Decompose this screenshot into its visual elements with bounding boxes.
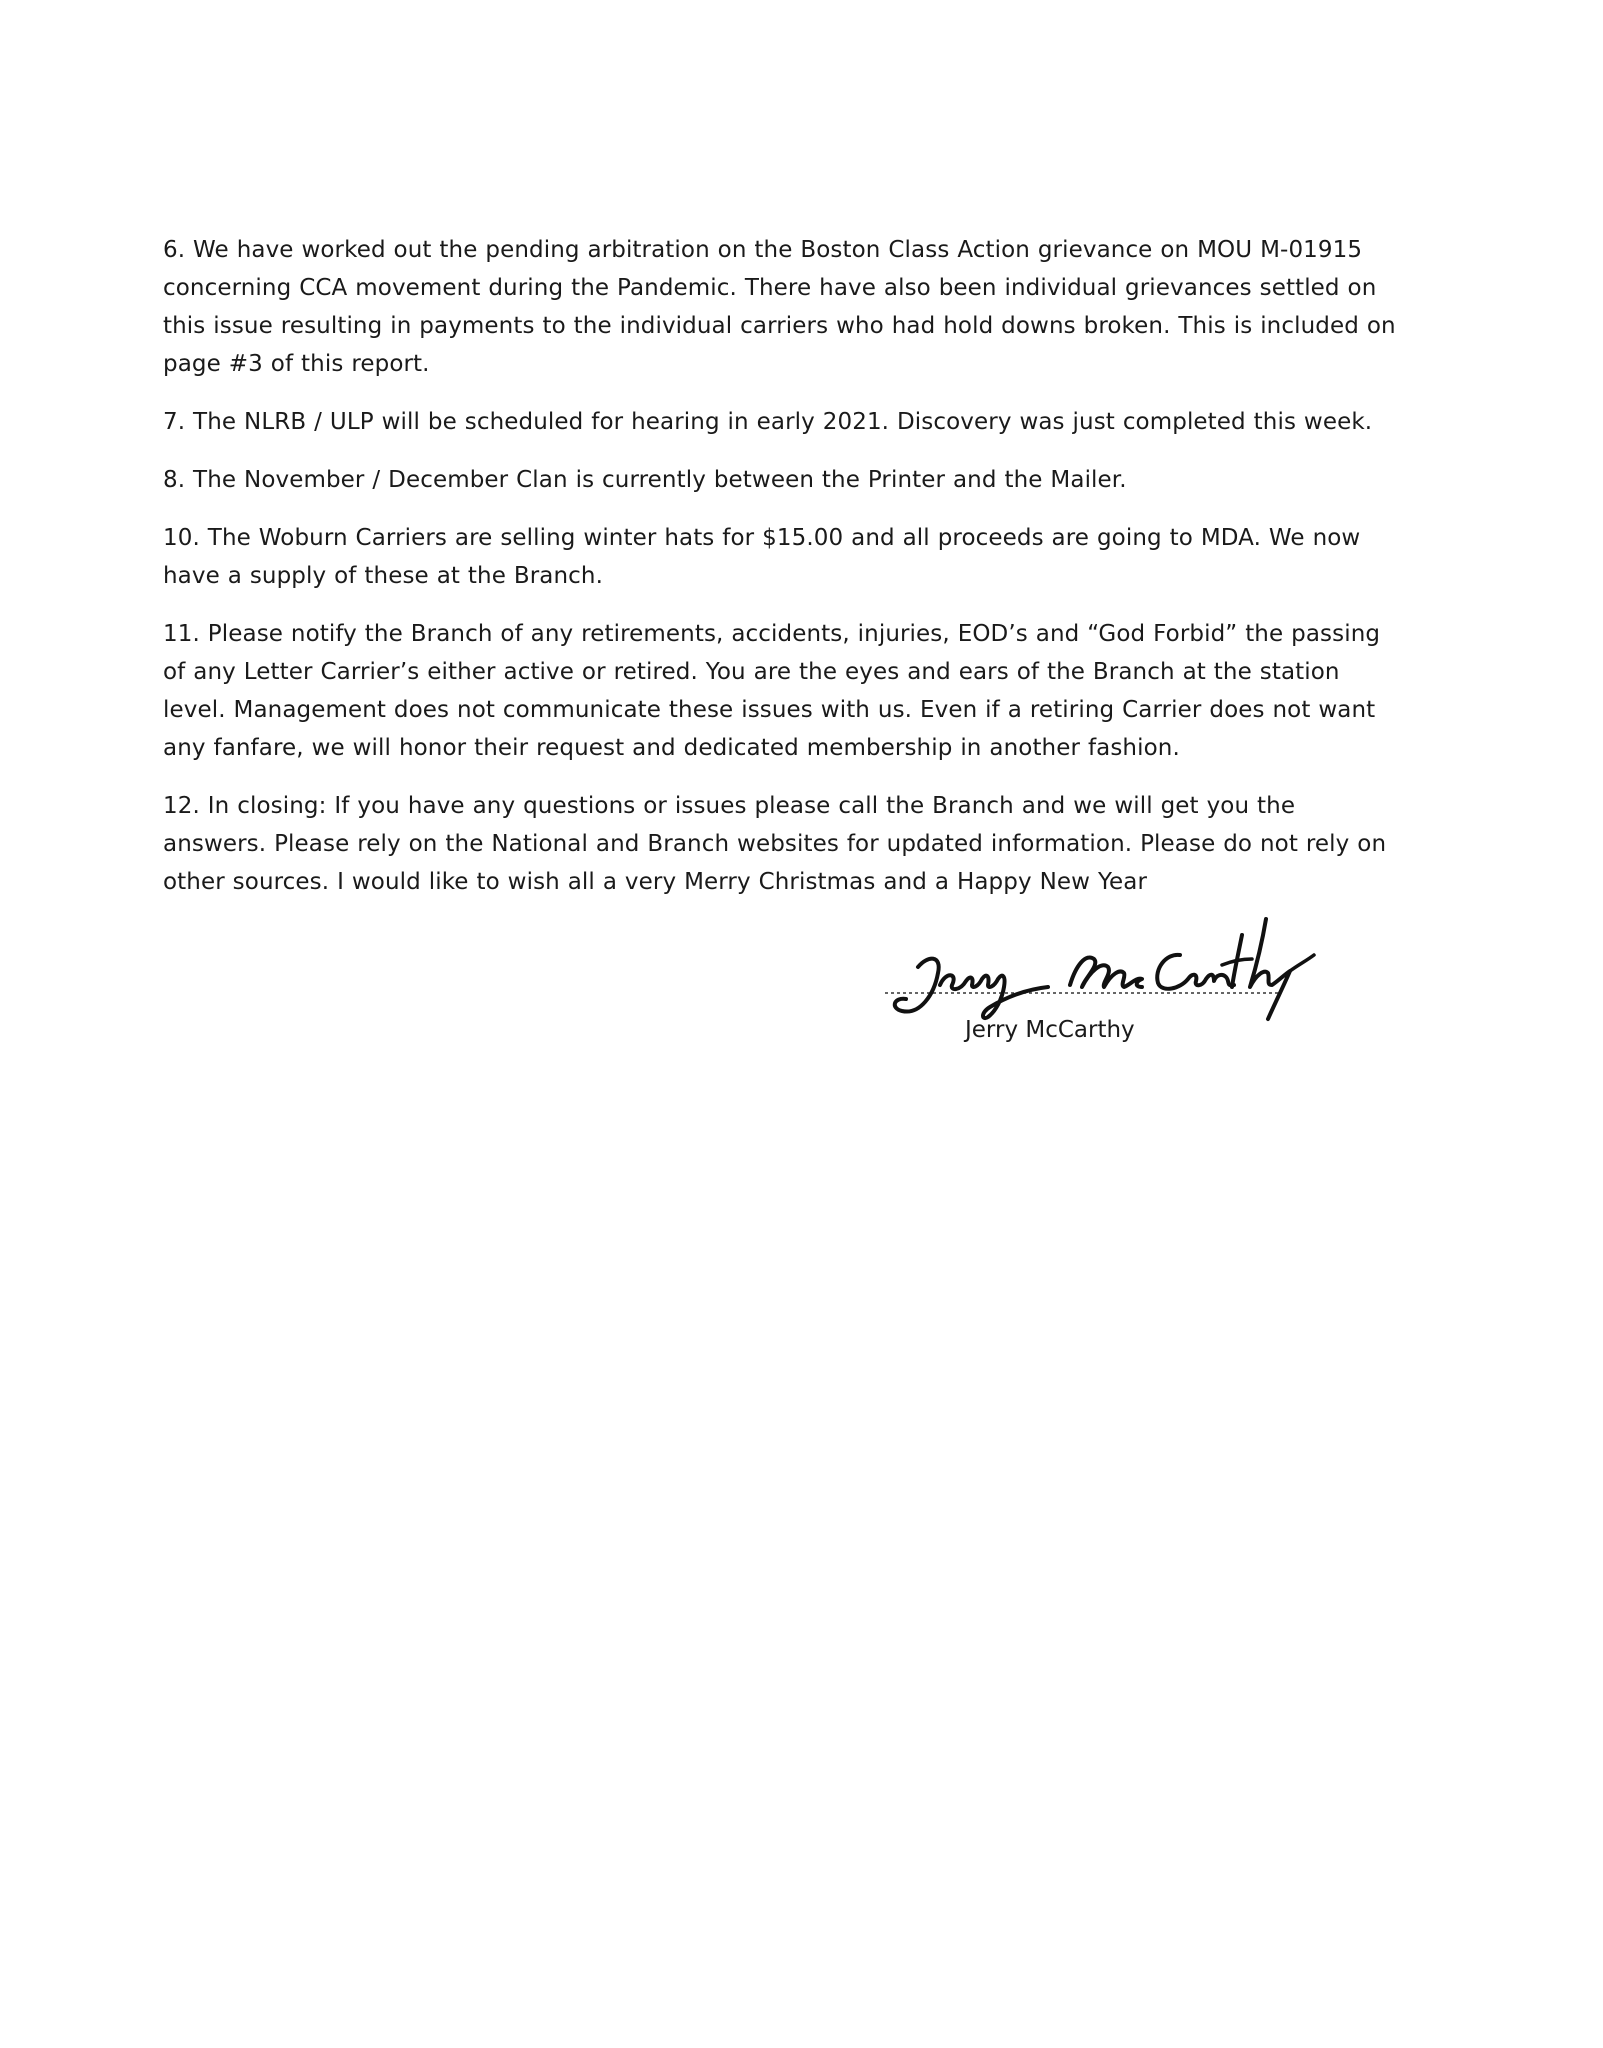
paragraph-item-10: 10. The Woburn Carriers are selling winter hats for $15.00 and all proceeds are going to MDA. We now have a supply of these at the Branch.: [163, 525, 1361, 589]
paragraph-item-8: 8. The November / December Clan is currently between the Printer and the Mailer.: [163, 467, 1127, 493]
paragraph-item-6: 6. We have worked out the pending arbitration on the Boston Class Action grievance on MOU M-01915 concerning CCA movement during the Pandemic. There have also been individual grievances settled on this issue resulting in payments to the individual carriers who had hold downs broken. This is included on page #3 of this report.: [163, 237, 1396, 377]
paragraph-item-11: 11. Please notify the Branch of any retirements, accidents, injuries, EOD’s and “God Forbid” the passing of any Letter Carrier’s either active or retired. You are the eyes and ears of the Branch at the station level. Management does not communicate these issues with us. Even if a retiring Carrier does not want any fanfare, we will honor their request and dedicated membership in another fashion.: [163, 621, 1381, 761]
signer-name: Jerry McCarthy: [965, 1017, 1135, 1043]
paragraph-item-7: 7. The NLRB / ULP will be scheduled for hearing in early 2021. Discovery was just completed this week.: [163, 409, 1373, 435]
paragraph-item-12: 12. In closing: If you have any questions or issues please call the Branch and we will get you the answers. Please rely on the National and Branch websites for updated information. Please do not rely on other sources. I would like to wish all a very Merry Christmas and a Happy New Year: [163, 793, 1387, 895]
handwritten-signature: [880, 915, 1320, 1025]
signature-block: [880, 915, 1320, 1075]
report-body: [163, 231, 1403, 921]
